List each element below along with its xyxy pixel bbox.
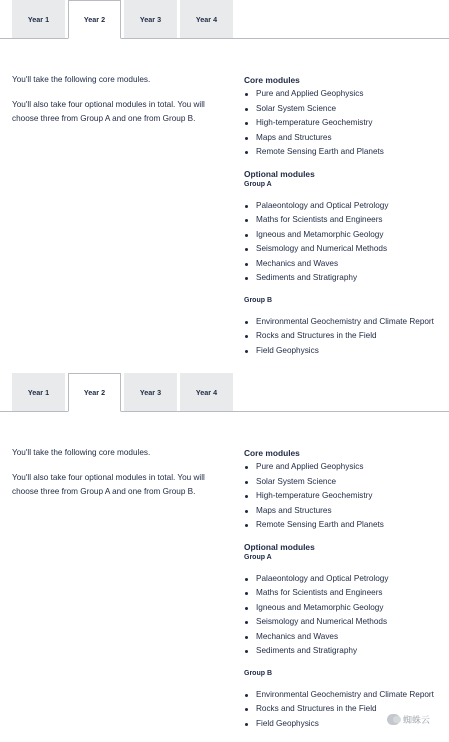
group-a-label: Group A [244, 180, 272, 188]
tab-year-4[interactable]: Year 4 [180, 0, 233, 38]
group-a-list [244, 199, 444, 286]
list-item: Environmental Geochemistry and Climate Report [244, 315, 444, 330]
list-item: Pure and Applied Geophysics [244, 460, 444, 475]
optional-intro: You'll also take four optional modules in total. You will choose three from Group A and one from Group B. [12, 472, 205, 496]
module-lists [244, 74, 444, 358]
list-item: Environmental Geochemistry and Climate Report [244, 688, 444, 703]
core-intro: You'll take the following core modules. [12, 448, 151, 457]
list-item: Field Geophysics [244, 717, 444, 732]
list-item: Remote Sensing Earth and Planets [244, 145, 444, 160]
list-item: Sediments and Stratigraphy [244, 644, 444, 659]
group-a-label: Group A [244, 553, 272, 561]
core-modules-list [244, 87, 444, 160]
list-item: Igneous and Metamorphic Geology [244, 601, 444, 616]
core-modules-heading: Core modules [244, 448, 300, 458]
list-item: Igneous and Metamorphic Geology [244, 228, 444, 243]
list-item: Mechanics and Waves [244, 630, 444, 645]
core-intro: You'll take the following core modules. [12, 75, 151, 84]
module-lists [244, 447, 444, 731]
list-item: Seismology and Numerical Methods [244, 242, 444, 257]
tab-year-2[interactable]: Year 2 [68, 373, 121, 412]
list-item: Solar System Science [244, 102, 444, 117]
tab-year-1[interactable]: Year 1 [12, 373, 65, 411]
list-item: Remote Sensing Earth and Planets [244, 518, 444, 533]
year-tabs [0, 373, 449, 412]
list-item: Seismology and Numerical Methods [244, 615, 444, 630]
watermark [387, 713, 430, 726]
optional-modules-heading: Optional modules [244, 168, 315, 179]
list-item: Rocks and Structures in the Field [244, 329, 444, 344]
intro-text [12, 73, 222, 137]
group-b-label: Group B [244, 296, 272, 304]
list-item: Field Geophysics [244, 344, 444, 359]
group-b-label: Group B [244, 669, 272, 677]
list-item: Pure and Applied Geophysics [244, 87, 444, 102]
list-item: High-temperature Geochemistry [244, 116, 444, 131]
group-a-list [244, 572, 444, 659]
list-item: Rocks and Structures in the Field [244, 702, 444, 717]
list-item: Maps and Structures [244, 131, 444, 146]
list-item: Sediments and Stratigraphy [244, 271, 444, 286]
watermark-text: 蜘蛛云 [403, 715, 431, 725]
core-modules-list [244, 460, 444, 533]
list-item: Solar System Science [244, 475, 444, 490]
tab-year-3[interactable]: Year 3 [124, 0, 177, 38]
optional-intro: You'll also take four optional modules in total. You will choose three from Group A and one from Group B. [12, 99, 205, 123]
list-item: Maths for Scientists and Engineers [244, 586, 444, 601]
tab-year-2[interactable]: Year 2 [68, 0, 121, 39]
list-item: Maths for Scientists and Engineers [244, 213, 444, 228]
tab-year-4[interactable]: Year 4 [180, 373, 233, 411]
list-item: Mechanics and Waves [244, 257, 444, 272]
list-item: High-temperature Geochemistry [244, 489, 444, 504]
list-item: Maps and Structures [244, 504, 444, 519]
chat-bubble-icon [387, 714, 400, 725]
module-section-2 [0, 373, 449, 742]
intro-text [12, 446, 222, 510]
optional-modules-heading: Optional modules [244, 541, 315, 552]
list-item: Palaeontology and Optical Petrology [244, 199, 444, 214]
group-b-list [244, 315, 444, 359]
tab-year-3[interactable]: Year 3 [124, 373, 177, 411]
tab-year-1[interactable]: Year 1 [12, 0, 65, 38]
year-tabs [0, 0, 449, 39]
core-modules-heading: Core modules [244, 75, 300, 85]
list-item: Palaeontology and Optical Petrology [244, 572, 444, 587]
